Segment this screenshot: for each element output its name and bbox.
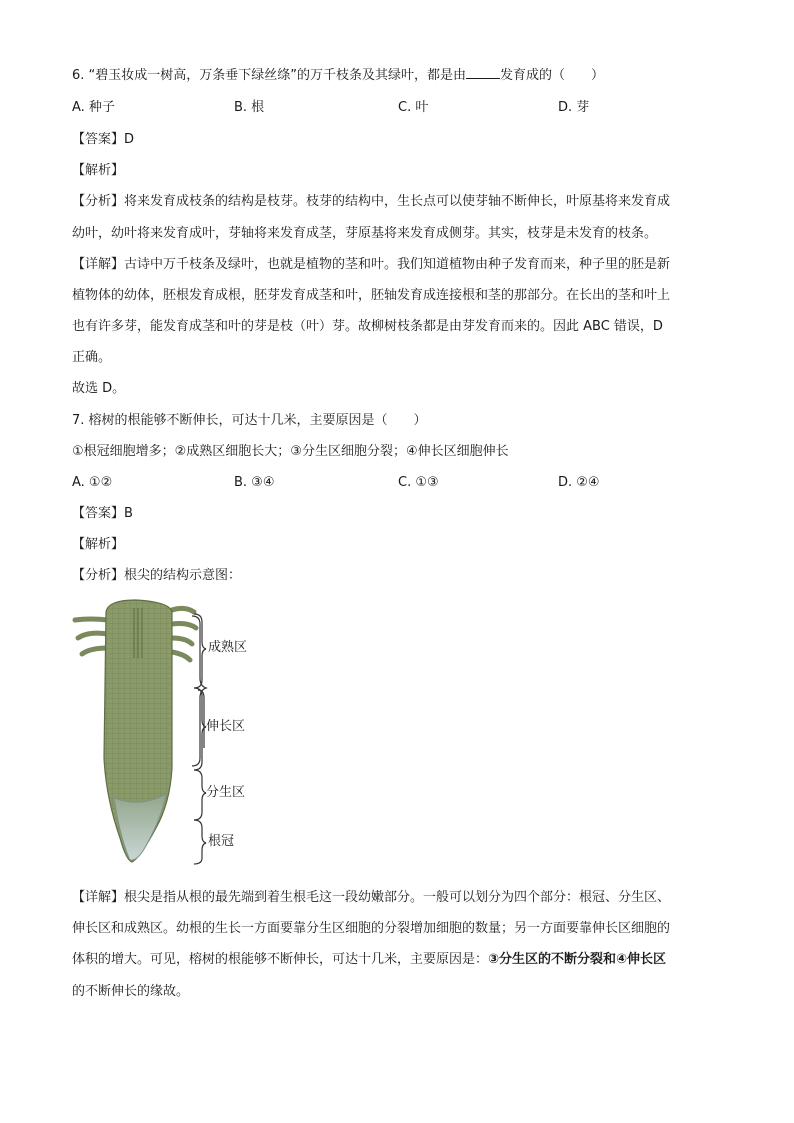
label-root-cap: 根冠 (208, 834, 235, 849)
root-cap (114, 794, 166, 860)
q6-xiangjie-line-1: 【详解】古诗中万千枝条及绿叶，也就是植物的茎和叶。我们知道植物由种子发育而来，种子里的胚是新 (72, 257, 671, 272)
q6-xiangjie-line-2: 植物体的幼体，胚根发育成根，胚芽发育成茎和叶，胚轴发育成连接根和茎的那部分。在长出的茎和叶上 (72, 288, 671, 303)
q7-stem: 7. 榕树的根能够不断伸长，可达十几米，主要原因是（ ） (72, 413, 427, 428)
q7-option-a: A. ①② (72, 475, 113, 490)
q6-xiangjie-line-4: 正确。 (72, 350, 112, 365)
q7-xiangjie-line-1: 【详解】根尖是指从根的最先端到着生根毛这一段幼嫩部分。一般可以划分为四个部分：根冠、分生区、 (72, 890, 671, 905)
q7-option-c: C. ①③ (398, 475, 439, 490)
q7-xiangjie-line-4: 的不断伸长的缘故。 (72, 984, 190, 999)
q6-option-b: B. 根 (234, 100, 265, 115)
q6-answer: 【答案】D (72, 132, 135, 147)
q7-statements: ①根冠细胞增多；②成熟区细胞长大；③分生区细胞分裂；④伸长区细胞伸长 (72, 444, 509, 459)
q7-fenxi: 【分析】根尖的结构示意图： (72, 568, 242, 583)
q6-stem-b: 发育成的（ ） (500, 68, 605, 83)
q6-option-a: A. 种子 (72, 100, 115, 115)
q7-answer: 【答案】B (72, 506, 133, 521)
q7-analysis-head: 【解析】 (72, 537, 125, 552)
q6-analysis-head: 【解析】 (72, 163, 125, 178)
q6-blank (466, 66, 500, 79)
root-tip-figure (70, 598, 270, 870)
q6-stem (72, 66, 604, 85)
q6-xiangjie-line-3: 也有许多芽，能发育成茎和叶的芽是枝（叶）芽。故柳树枝条都是由芽发育而来的。因此 ABC 错误，D (72, 319, 663, 334)
q6-fenxi-line-2: 幼叶，幼叶将来发育成叶，芽轴将来发育成茎，芽原基将来发育成侧芽。其实，枝芽是未发育的枝条。 (72, 226, 658, 241)
q7-option-b: B. ③④ (234, 475, 275, 490)
region-braces (192, 616, 206, 766)
q7-option-d: D. ②④ (558, 475, 600, 490)
q7-xiangjie-line-3 (72, 951, 666, 969)
label-maturation-zone: 成熟区 (208, 640, 248, 655)
q6-stem-a: 6. “碧玉妆成一树高，万条垂下绿丝绦”的万千枝条及其绿叶，都是由 (72, 68, 467, 83)
q6-conclusion: 故选 D。 (72, 381, 126, 396)
q7-xiangjie-line-2: 伸长区和成熟区。幼根的生长一方面要靠分生区细胞的分裂增加细胞的数量；另一方面要靠伸长区细胞的 (72, 921, 671, 936)
q7-xiangjie-line-3a: 体积的增大。可见，榕树的根能够不断伸长，可达十几米，主要原因是： (72, 952, 489, 967)
q6-option-d: D. 芽 (558, 100, 590, 115)
label-elongation-zone: 伸长区 (206, 719, 246, 734)
q7-key-reason: ③分生区的不断分裂和④伸长区 (488, 952, 667, 967)
q6-option-c: C. 叶 (398, 100, 429, 115)
label-meristem-zone: 分生区 (206, 785, 246, 800)
q6-fenxi-line-1: 【分析】将来发育成枝条的结构是枝芽。枝芽的结构中，生长点可以使芽轴不断伸长，叶原基将来发育成 (72, 194, 671, 209)
